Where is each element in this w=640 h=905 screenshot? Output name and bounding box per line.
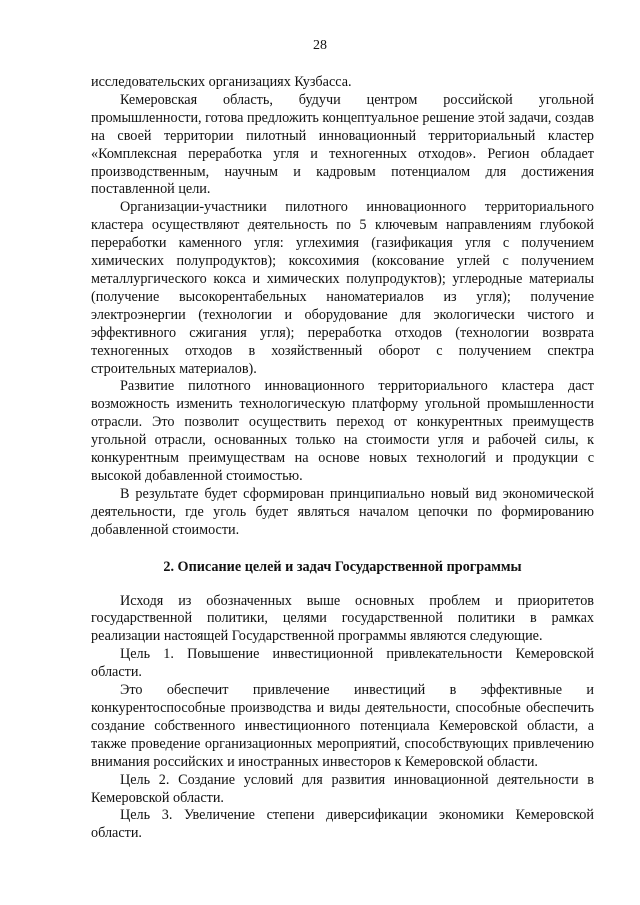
paragraph-result: В результате будет сформирован принципиально новый вид экономической деятельности, где уголь будет являться началом цепочки по формированию добавленной стоимости. (91, 485, 594, 538)
paragraph-goal-1-details: Это обеспечит привлечение инвестиций в эффективные и конкурентоспособные производства и виды деятельности, способные обеспечить создание собственного инвестиционного потенциала Кемеровской области, а также проведение организационных мероприятий, способствующих привлечению внимания российских и иностранных инвесторов к Кемеровской области. (91, 682, 594, 770)
paragraph-goal-3: Цель 3. Увеличение степени диверсификации экономики Кемеровской области. (91, 807, 594, 842)
paragraph-goals-intro: Исходя из обозначенных выше основных проблем и приоритетов государственной политики, целями государственной политики в рамках реализации настоящей Государственной программы являются следующие. (91, 592, 594, 645)
paragraph-goal-1: Цель 1. Повышение инвестиционной привлекательности Кемеровской области. (91, 646, 594, 681)
paragraph-cluster-development: Развитие пилотного инновационного территориального кластера даст возможность изменить технологическую платформу угольной промышленности отрасли. Это позволит осуществить переход от конкурентных преимуществ угольной отрасли, основанных только на стоимости угля и рабочей силы, к конкурентным преимуществам на основе новых технологий и продукции с высокой добавленной стоимостью. (91, 378, 594, 484)
paragraph-continuation: исследовательских организациях Кузбасса. (91, 74, 352, 90)
document-body (91, 74, 594, 843)
section-heading: 2. Описание целей и задач Государственной программы (163, 558, 522, 575)
paragraph-cluster-directions: Организации-участники пилотного инновационного территориального кластера осуществляют деятельность по 5 ключевым направлениям глубокой переработки каменного угля: углехимия (газификация угля с получением химических полупродуктов); коксохимия (коксование углей с получением металлургического кокса и химических полупродуктов); углеродные материалы (получение высокорентабельных наноматериалов из угля); получение электроэнергии (технологии и оборудование для экологически чистого и эффективного сжигания угля); переработка отходов (технологии возврата техногенных отходов в хозяйственный оборот с получением спектра строительных материалов). (91, 199, 594, 377)
paragraph-goal-2: Цель 2. Создание условий для развития инновационной деятельности в Кемеровской области. (91, 771, 594, 806)
paragraph-region-coal-industry: Кемеровская область, будучи центром российской угольной промышленности, готова предложить концептуальное решение этой задачи, создав на своей территории пилотный инновационный территориальный кластер «Комплексная переработка угля и техногенных отходов». Регион обладает производственным, научным и кадровым потенциалом для достижения поставленной цели. (91, 91, 594, 198)
page-number: 28 (313, 38, 327, 53)
